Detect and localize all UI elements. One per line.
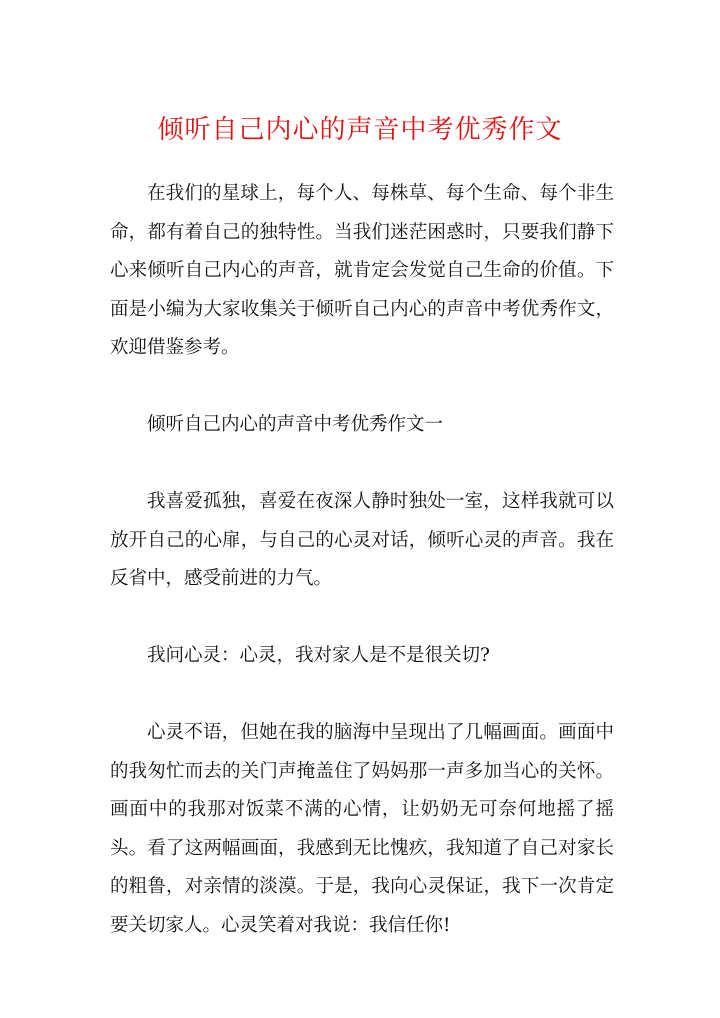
body-paragraph: 我喜爱孤独，喜爱在夜深人静时独处一室，这样我就可以放开自己的心扉，与自己的心灵对话，倾听心灵的声音。我在反省中，感受前进的力气。 (110, 491, 614, 589)
document-body (110, 175, 614, 945)
document-title: 倾听自己内心的声音中考优秀作文 (157, 115, 563, 145)
intro-paragraph: 在我们的星球上，每个人、每株草、每个生命、每个非生命，都有着自己的独特性。当我们迷茫困惑时，只要我们静下心来倾听自己内心的声音，就肯定会发觉自己生命的价值。下面是小编为大家收集关于倾听自己内心的声音中考优秀作文，欢迎借鉴参考。 (110, 183, 614, 358)
body-paragraph: 心灵不语，但她在我的脑海中呈现出了几幅画面。画面中的我匆忙而去的关门声掩盖住了妈妈那一声多加当心的关怀。画面中的我那对饭菜不满的心情，让奶奶无可奈何地摇了摇头。看了这两幅画面，我感到无比愧疚，我知道了自己对家长的粗鲁，对亲情的淡漠。于是，我向心灵保证，我下一次肯定要关切家人。心灵笑着对我说：我信任你! (110, 722, 614, 936)
body-paragraph: 我问心灵：心灵，我对家人是不是很关切? (147, 645, 490, 666)
section-heading: 倾听自己内心的声音中考优秀作文一 (147, 414, 444, 435)
